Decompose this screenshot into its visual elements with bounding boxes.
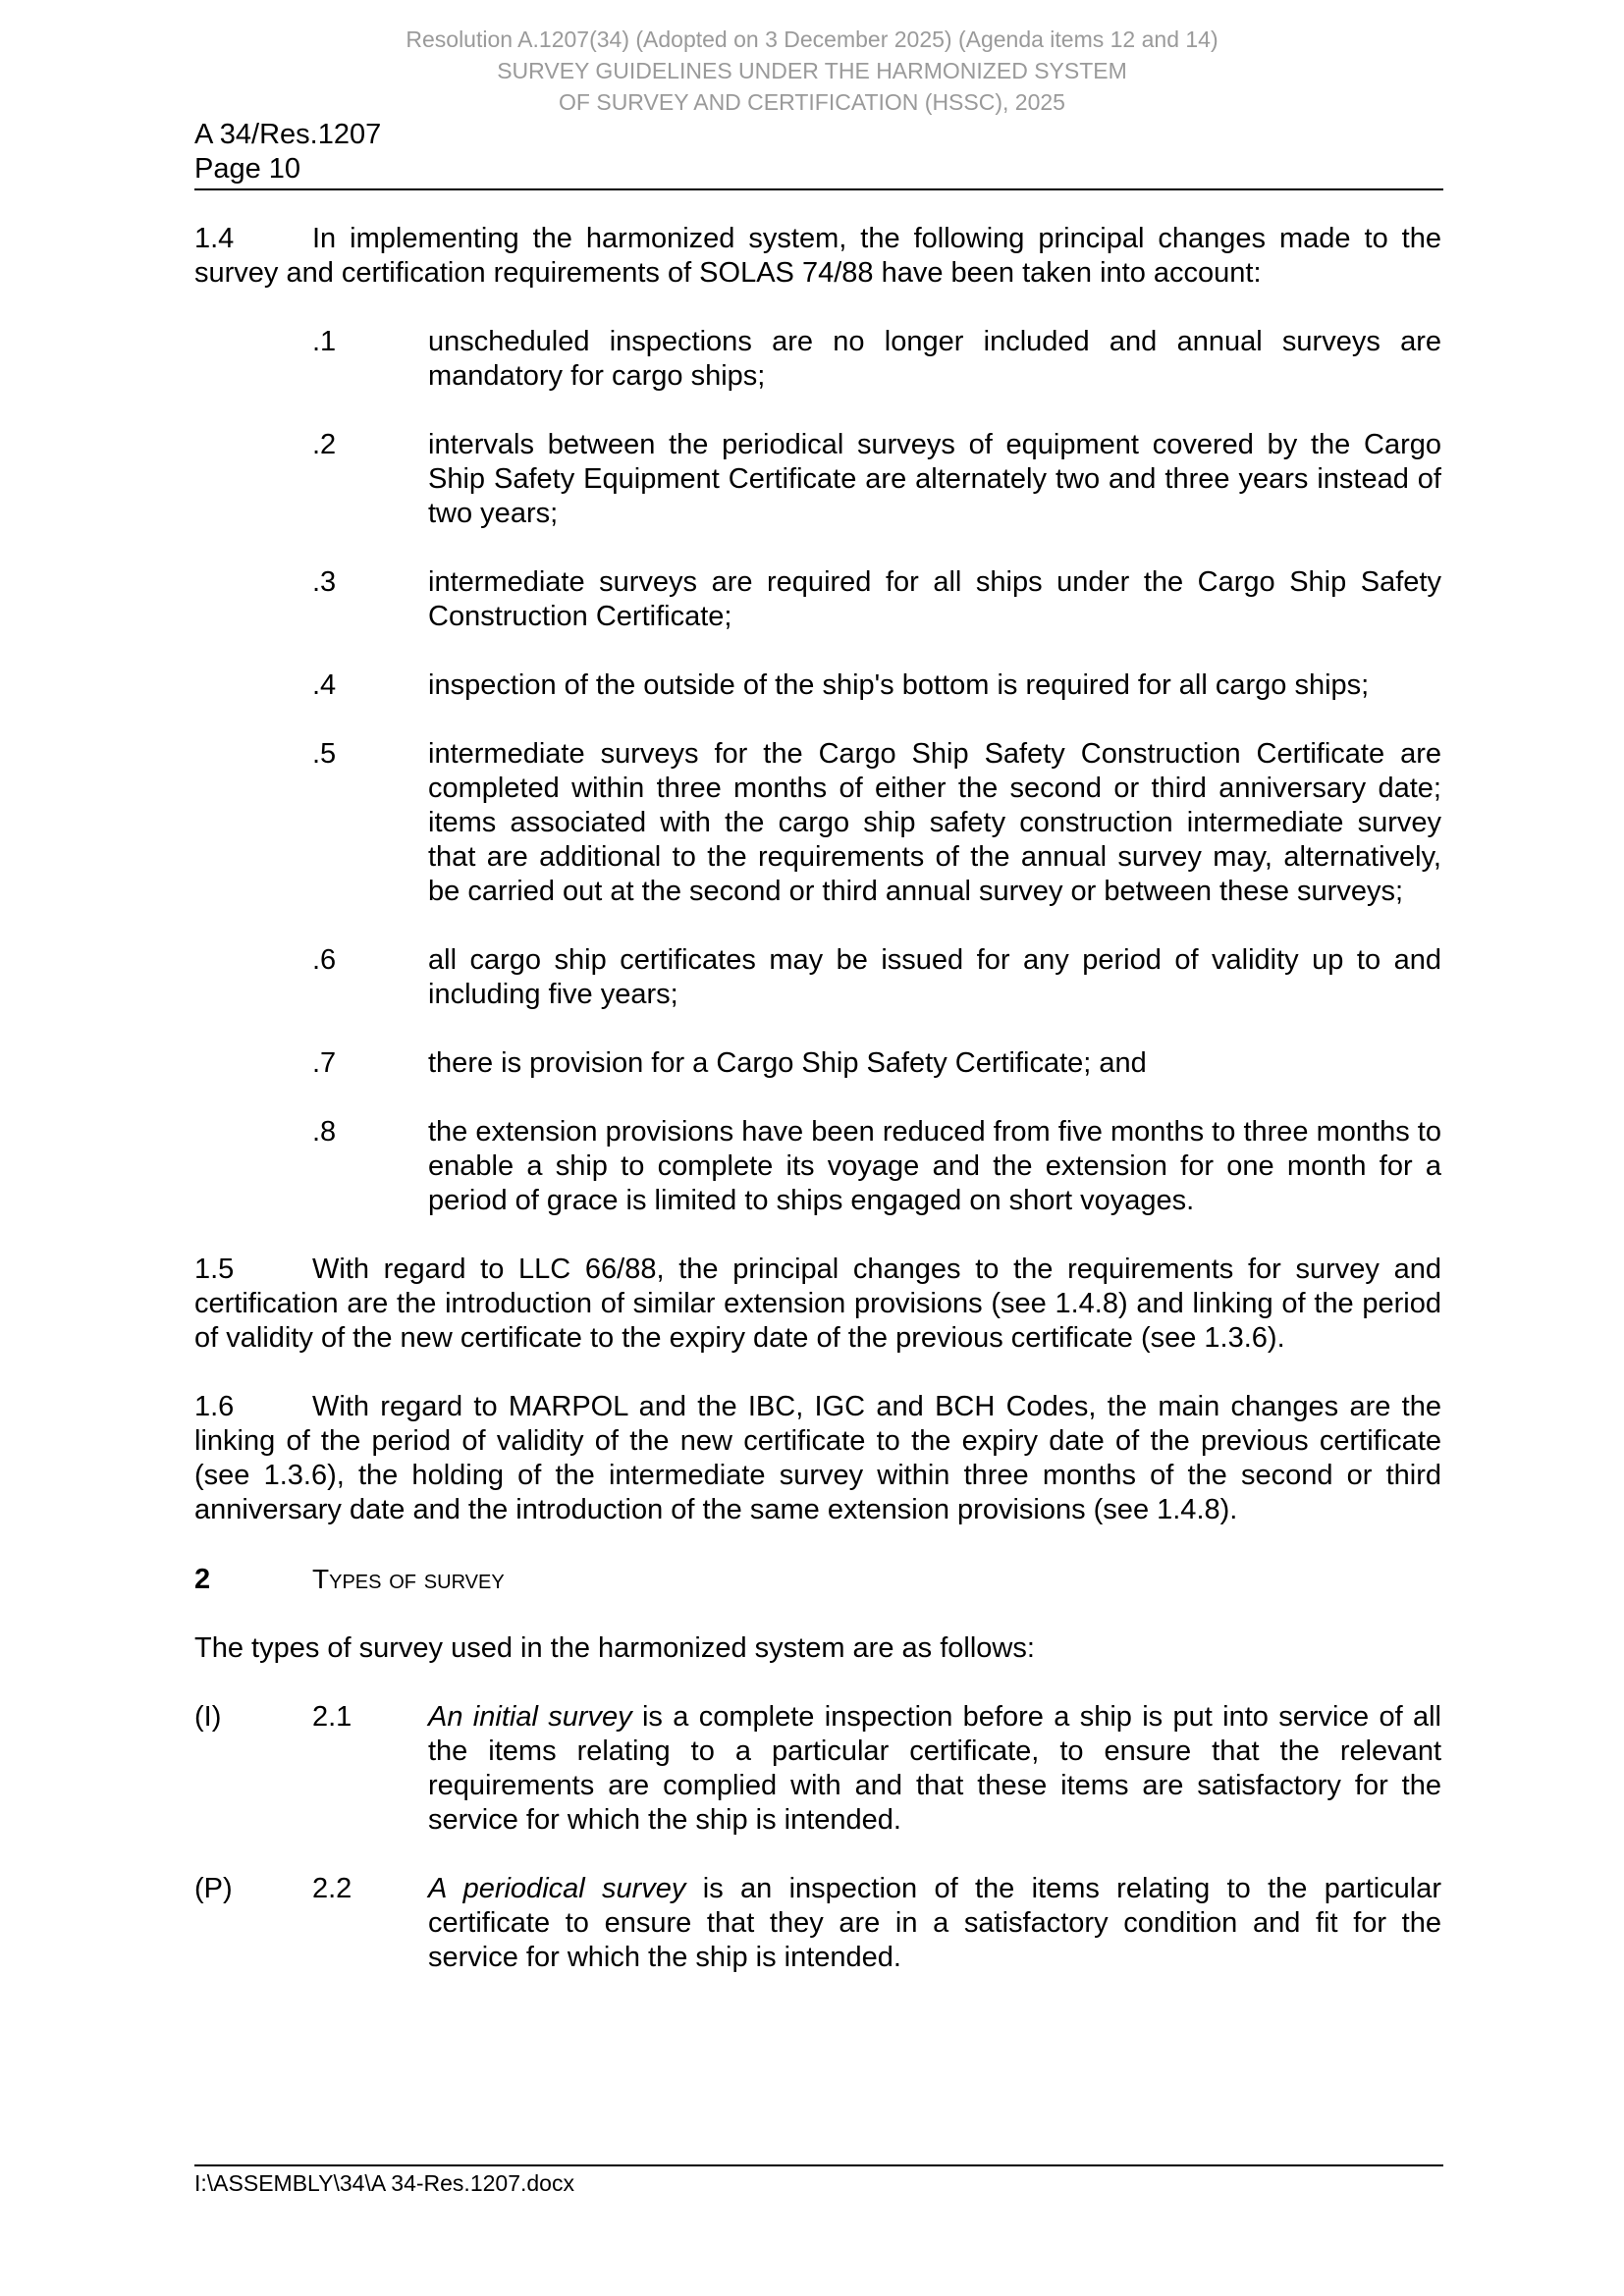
list-item-text: intermediate surveys are required for all ships under the Cargo Ship Safety Construction Certificate;: [428, 566, 1441, 632]
list-item: [194, 325, 1441, 394]
paragraph-1-5: [194, 1253, 1441, 1356]
list-item-number: .6: [312, 944, 337, 976]
paragraph-1-4: [194, 222, 1441, 291]
survey-type-text: is an inspection of the items relating to the particular certificate to ensure that they are in a satisfactory condition and fit for the service for which the ship is intended.: [428, 1873, 1441, 1973]
survey-type-term: A periodical survey: [428, 1873, 686, 1904]
list-item-number: .1: [312, 326, 337, 357]
paragraph-number: 1.4: [194, 223, 235, 254]
list-item: [194, 668, 1441, 703]
doc-symbol: A 34/Res.1207: [194, 119, 382, 150]
resolution-line: Resolution A.1207(34) (Adopted on 3 December 2025) (Agenda items 12 and 14): [406, 27, 1218, 52]
page-number: Page 10: [194, 153, 301, 185]
list-item: [194, 943, 1441, 1012]
list-item-number: .2: [312, 429, 337, 460]
survey-type-number: 2.2: [312, 1873, 352, 1904]
section-heading: [194, 1562, 1441, 1597]
running-header: [0, 24, 1624, 118]
survey-type-term: An initial survey: [428, 1701, 632, 1733]
list-item-number: .5: [312, 738, 337, 770]
paragraph-1-6: [194, 1390, 1441, 1527]
paragraph-text: With regard to LLC 66/88, the principal changes to the requirements for survey and certification are the introduction of similar extension provisions (see 1.4.8) and linking of the period of validity of the new certificate to the expiry date of the previous certificate (see 1.3.6).: [194, 1254, 1441, 1354]
list-item-number: .7: [312, 1047, 337, 1079]
footer-file-path: I:\ASSEMBLY\34\A 34-Res.1207.docx: [194, 2170, 574, 2196]
list-item-text: intervals between the periodical surveys of equipment covered by the Cargo Ship Safety Equipment Certificate are alternately two and three years instead of two years;: [428, 429, 1441, 529]
survey-type-text: is a complete inspection before a ship is put into service of all the items relating to a particular certificate, to ensure that the relevant requirements are complied with and that these items are satisfactory for the service for which the ship is intended.: [428, 1701, 1441, 1836]
section-intro: The types of survey used in the harmonized system are as follows:: [194, 1632, 1035, 1664]
paragraph-number: 1.5: [194, 1254, 235, 1285]
list-item-number: .3: [312, 566, 337, 598]
list-item-text: the extension provisions have been reduced from five months to three months to enable a ship to complete its voyage and the extension for one month for a period of grace is limited to ships engaged on short voyages.: [428, 1116, 1441, 1216]
paragraph-number: 1.6: [194, 1391, 235, 1422]
list-item-text: inspection of the outside of the ship's bottom is required for all cargo ships;: [428, 669, 1370, 701]
list-item-number: .8: [312, 1116, 337, 1148]
document-body: [194, 222, 1441, 2009]
list-item-text: intermediate surveys for the Cargo Ship Safety Construction Certificate are completed within three months of either the second or third anniversary date; items associated with the cargo ship safety construction intermediate survey that are additional to the requirements of the annual survey may, alternatively, be carried out at the second or third annual survey or between these surveys;: [428, 738, 1441, 907]
document-reference: [194, 118, 381, 187]
header-divider: [194, 188, 1443, 190]
title-line-2: OF SURVEY AND CERTIFICATION (HSSC), 2025: [559, 89, 1065, 115]
list-item: [194, 565, 1441, 634]
section-number: 2: [194, 1564, 211, 1595]
paragraph-text: In implementing the harmonized system, the following principal changes made to the survey and certification requirements of SOLAS 74/88 have been taken into account:: [194, 223, 1441, 289]
survey-type-item: [194, 1872, 1441, 1975]
list-item: [194, 1115, 1441, 1218]
list-item: [194, 1046, 1441, 1081]
list-item-number: .4: [312, 669, 337, 701]
section-title: Types of survey: [312, 1564, 505, 1594]
list-item-text: all cargo ship certificates may be issued for any period of validity up to and including five years;: [428, 944, 1441, 1010]
footer-divider: [194, 2164, 1443, 2166]
survey-type-code: (I): [194, 1701, 222, 1733]
title-line-1: SURVEY GUIDELINES UNDER THE HARMONIZED SYSTEM: [497, 58, 1127, 83]
survey-type-number: 2.1: [312, 1701, 352, 1733]
survey-type-code: (P): [194, 1873, 233, 1904]
paragraph-text: With regard to MARPOL and the IBC, IGC and BCH Codes, the main changes are the linking of the period of validity of the new certificate to the expiry date of the previous certificate (see 1.3.6), the holding of the intermediate survey within three months of the second or third anniversary date and the introduction of the same extension provisions (see 1.4.8).: [194, 1391, 1441, 1525]
list-item-text: unscheduled inspections are no longer included and annual surveys are mandatory for cargo ships;: [428, 326, 1441, 392]
list-item-text: there is provision for a Cargo Ship Safety Certificate; and: [428, 1047, 1147, 1079]
list-item: [194, 737, 1441, 909]
list-item: [194, 428, 1441, 531]
survey-type-item: [194, 1700, 1441, 1838]
